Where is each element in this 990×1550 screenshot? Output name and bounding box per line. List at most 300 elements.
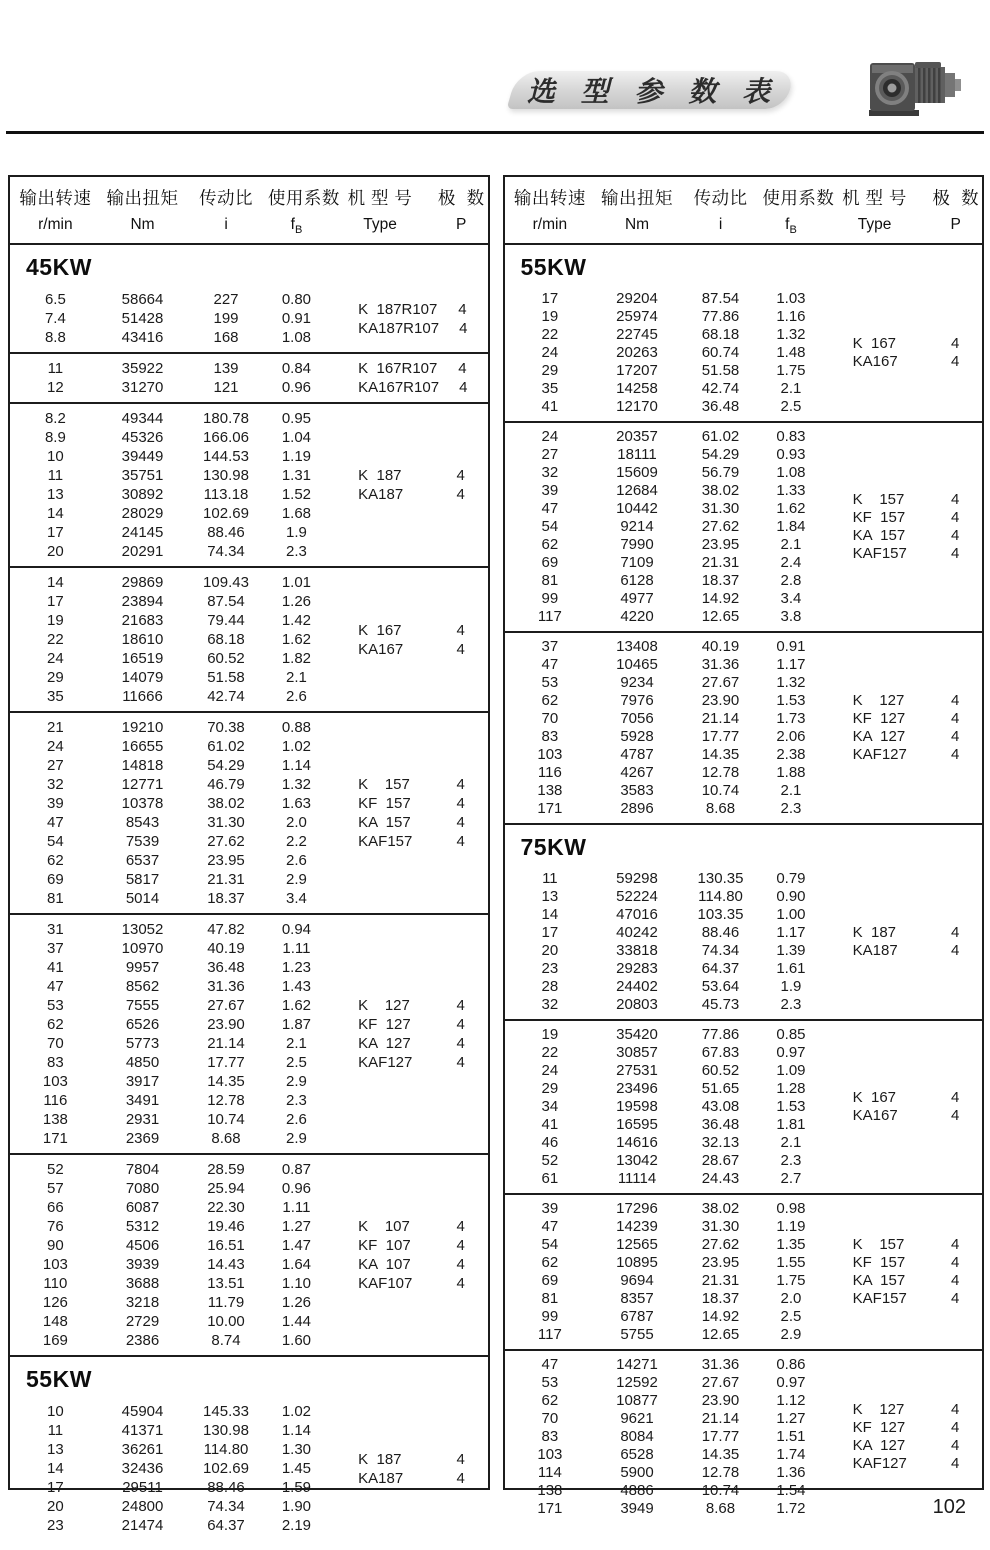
table-row [505,362,820,380]
ratio-value: 27.62 [207,833,245,851]
poles-value: 4 [951,509,960,527]
torque-value: 2896 [620,800,654,818]
speed-value: 11 [542,870,558,888]
torque-value: 9214 [620,518,654,536]
service-factor-value: 1.59 [281,1479,312,1497]
column-header [10,177,488,245]
torque-value: 9694 [620,1272,654,1290]
table-row [505,572,820,590]
service-factor-value: 2.8 [780,572,802,590]
torque-value: 14239 [616,1218,658,1236]
service-factor-value: 1.63 [281,795,312,813]
speed-value: 66 [47,1199,64,1217]
torque-value: 5928 [620,728,654,746]
header-unit: Type [857,216,892,233]
table-row [10,1236,325,1255]
speed-value: 62 [541,536,559,554]
speed-value: 32 [541,464,559,482]
ratio-value: 103.35 [697,906,744,924]
ratio-value: 18.37 [701,1290,740,1308]
service-factor-value: 1.9 [780,978,802,996]
model-type-row [820,1272,982,1290]
ratio-block [10,915,488,1155]
torque-value: 6526 [125,1016,160,1034]
model-type: KA187R107 [358,319,440,337]
poles-value: 4 [951,942,960,960]
service-factor-value: 1.44 [281,1313,312,1331]
ratio-value: 64.37 [207,1517,245,1535]
table-row [505,290,820,308]
torque-value: 35922 [121,360,164,378]
table-row [505,782,820,800]
poles-value: 4 [456,1450,465,1468]
speed-value: 35 [47,688,64,706]
service-factor-value: 1.48 [776,344,806,362]
ratio-value: 27.62 [701,518,740,536]
page-title: 选 型 参 数 表 [526,76,780,107]
model-type-row [325,1034,487,1053]
ratio-value: 42.74 [701,380,740,398]
torque-value: 58664 [121,291,164,309]
table-row [10,485,325,504]
model-type-row [820,527,982,545]
header-unit: $f_B$ [290,216,303,237]
speed-value: 39 [541,1200,559,1218]
table-row [505,464,820,482]
table-row [505,1356,820,1374]
ratio-value: 8.68 [211,1130,241,1148]
torque-value: 11666 [122,688,163,706]
torque-value: 35751 [121,467,164,485]
service-factor-value: 1.31 [281,467,312,485]
ratio-value: 74.34 [207,543,245,561]
poles-value: 4 [456,1237,465,1255]
model-type-row [325,378,487,397]
service-factor-value: 2.5 [285,1054,307,1072]
speed-value: 81 [47,890,64,908]
torque-value: 8357 [620,1290,654,1308]
speed-value: 103 [537,746,563,764]
ratio-value: 23.90 [207,1016,245,1034]
service-factor-value: 1.43 [281,978,312,996]
table-row [505,1374,820,1392]
table-row [10,1274,325,1293]
table-row [505,482,820,500]
model-type-row [820,1107,982,1125]
table-row [10,1053,325,1072]
header-label-cn: 极 数 [437,188,485,208]
table-row [10,939,325,958]
gearmotor-icon [868,50,963,122]
table-row [505,1410,820,1428]
model-type-row [820,1089,982,1107]
ratio-value: 12.65 [701,1326,740,1344]
service-factor-value: 2.9 [285,1073,307,1091]
model-type: KAF107 [358,1275,413,1293]
speed-value: 39 [541,482,559,500]
ratio-value: 17.77 [701,728,740,746]
ratio-value: 28.67 [701,1152,740,1170]
speed-value: 13 [47,486,64,504]
torque-value: 45326 [121,429,164,447]
block-rows [505,1356,820,1518]
model-type: K 127 [852,1401,905,1419]
table-row [505,746,820,764]
ratio-value: 145.33 [203,1403,249,1421]
table-row [505,692,820,710]
ratio-block [505,1195,983,1351]
table-row [505,1080,820,1098]
header-unit-subscript: B [294,224,303,237]
service-factor-value: 1.30 [281,1441,312,1459]
table-row [10,889,325,908]
torque-value: 2369 [125,1130,160,1148]
table-row [10,1459,325,1478]
poles-value: 4 [951,692,960,710]
ratio-block [10,285,488,354]
torque-value: 6787 [620,1308,654,1326]
torque-value: 23894 [121,593,164,611]
service-factor-value: 2.0 [780,1290,802,1308]
speed-value: 14 [47,574,64,592]
table-row [505,906,820,924]
ratio-value: 36.48 [207,959,245,977]
header-divider [6,131,984,134]
poles-value: 4 [456,467,465,485]
ratio-value: 11.79 [207,1294,245,1312]
ratio-block [505,633,983,825]
torque-value: 5014 [125,890,160,908]
torque-value: 9234 [620,674,654,692]
table-row [10,1110,325,1129]
ratio-value: 53.64 [701,978,740,996]
model-type-row [325,621,487,640]
poles-value: 4 [951,1236,960,1254]
model-type: KA 107 [358,1256,411,1274]
speed-value: 53 [541,674,559,692]
ratio-value: 60.52 [701,1062,740,1080]
torque-value: 19598 [616,1098,658,1116]
model-type: K 167 [358,621,402,639]
model-type-row [325,1450,487,1469]
ratio-value: 102.69 [203,505,249,523]
speed-value: 14 [47,505,64,523]
table-row [10,1312,325,1331]
speed-value: 22 [47,631,64,649]
service-factor-value: 1.61 [776,960,806,978]
speed-value: 103 [42,1073,68,1091]
speed-value: 138 [42,1111,68,1129]
torque-value: 28029 [121,505,164,523]
torque-value: 12170 [616,398,658,416]
service-factor-value: 1.27 [281,1218,312,1236]
model-type: KF 127 [852,1419,906,1437]
torque-value: 23496 [616,1080,658,1098]
speed-value: 117 [537,1326,562,1344]
model-type: KA187 [358,486,404,504]
table-row [10,977,325,996]
speed-value: 27 [541,446,559,464]
ratio-value: 47.82 [207,921,245,939]
speed-value: 148 [42,1313,68,1331]
torque-value: 5900 [620,1464,654,1482]
service-factor-value: 1.28 [776,1080,806,1098]
table-row [10,611,325,630]
model-type-row [325,1217,487,1236]
speed-value: 41 [541,1116,559,1134]
table-row [505,590,820,608]
table-row [505,518,820,536]
speed-value: 62 [47,852,64,870]
model-type-row [325,359,487,378]
torque-value: 17296 [616,1200,658,1218]
service-factor-value: 0.90 [776,888,806,906]
service-factor-value: 3.4 [285,890,307,908]
torque-value: 6537 [125,852,160,870]
torque-value: 27531 [616,1062,658,1080]
header-unit: i [224,216,228,233]
table-row [10,328,325,347]
speed-value: 14 [541,906,559,924]
model-type-row [325,1053,487,1072]
ratio-value: 21.31 [207,871,245,889]
model-type-row [820,353,982,371]
torque-value: 15609 [616,464,658,482]
block-rows [505,290,820,416]
service-factor-value: 1.26 [281,1294,312,1312]
ratio-value: 43.08 [701,1098,740,1116]
service-factor-value: 1.16 [776,308,806,326]
block-rows [10,290,325,347]
torque-value: 4506 [125,1237,160,1255]
model-type: K 127 [852,692,905,710]
speed-value: 29 [47,669,64,687]
ratio-value: 168 [213,329,239,347]
service-factor-value: 2.1 [780,380,802,398]
table-row [505,978,820,996]
service-factor-value: 2.5 [780,398,802,416]
model-type: KA167 [358,640,404,658]
service-factor-value: 1.27 [776,1410,806,1428]
service-factor-value: 1.47 [281,1237,312,1255]
torque-value: 12771 [121,776,164,794]
header-label-cn: 机 型 号 [347,188,413,208]
ratio-value: 109.43 [203,574,249,592]
table-row [10,775,325,794]
header-unit-subscript: B [789,224,797,237]
service-factor-value: 1.62 [281,997,312,1015]
service-factor-value: 1.32 [281,776,312,794]
selection-tables [8,175,984,1535]
model-type-row [325,1469,487,1488]
torque-value: 2729 [125,1313,160,1331]
service-factor-value: 1.32 [776,674,806,692]
poles-value: 4 [951,1419,960,1437]
speed-value: 37 [541,638,559,656]
torque-value: 12565 [616,1236,658,1254]
torque-value: 29869 [121,574,164,592]
model-type: KF 127 [358,1016,411,1034]
table-row [10,504,325,523]
ratio-value: 40.19 [701,638,740,656]
ratio-value: 51.58 [701,362,740,380]
torque-value: 29204 [616,290,658,308]
ratio-value: 79.44 [207,612,245,630]
poles-value: 4 [458,360,467,378]
speed-value: 14 [47,1460,64,1478]
speed-value: 29 [541,362,559,380]
header-unit: Type [363,216,397,233]
block-types [325,996,487,1072]
service-factor-value: 1.82 [281,650,312,668]
speed-value: 52 [541,1152,559,1170]
speed-value: 117 [537,608,562,626]
torque-value: 35420 [616,1026,658,1044]
ratio-block [10,1397,488,1540]
model-type: K 167 [852,1089,897,1107]
ratio-value: 8.68 [705,1500,736,1518]
service-factor-value: 1.14 [281,757,312,775]
torque-value: 16519 [121,650,164,668]
speed-value: 10 [47,448,64,466]
model-type-row [820,1254,982,1272]
speed-value: 47 [47,814,64,832]
block-types [325,466,487,504]
ratio-value: 38.02 [207,795,245,813]
speed-value: 13 [541,888,559,906]
table-row [10,309,325,328]
ratio-block [10,404,488,568]
section-title-45kw: 45KW [26,254,92,281]
torque-value: 7804 [125,1161,160,1179]
torque-value: 14258 [616,380,658,398]
torque-value: 20291 [121,543,164,561]
block-types [820,1401,982,1473]
table-row [10,920,325,939]
ratio-value: 17.77 [207,1054,245,1072]
ratio-value: 27.67 [701,1374,740,1392]
block-types [820,924,982,960]
service-factor-value: 1.00 [776,906,806,924]
header-unit: r/min [38,216,73,233]
service-factor-value: 1.03 [776,290,806,308]
poles-value: 4 [951,1272,960,1290]
table-row [505,674,820,692]
torque-value: 3949 [620,1500,654,1518]
ratio-value: 27.62 [701,1236,740,1254]
service-factor-value: 1.72 [776,1500,806,1518]
service-factor-value: 0.93 [776,446,806,464]
poles-value: 4 [456,795,465,813]
service-factor-value: 1.35 [776,1236,806,1254]
poles-value: 4 [951,728,960,746]
table-row [505,1326,820,1344]
torque-value: 13042 [616,1152,658,1170]
torque-value: 4220 [620,608,654,626]
model-type-row [820,924,982,942]
service-factor-value: 2.9 [780,1326,802,1344]
torque-value: 24402 [616,978,658,996]
table-row [505,1152,820,1170]
torque-value: 5312 [125,1218,160,1236]
table-row [505,924,820,942]
header-label-cn: 机 型 号 [842,188,907,208]
torque-value: 4977 [620,590,654,608]
service-factor-value: 2.9 [285,1130,307,1148]
service-factor-value: 2.1 [780,782,802,800]
speed-value: 169 [42,1332,68,1350]
table-row [10,1015,325,1034]
ratio-value: 12.78 [701,1464,740,1482]
torque-value: 51428 [121,310,164,328]
model-type-row [820,692,982,710]
service-factor-value: 2.1 [285,1035,307,1053]
service-factor-value: 1.10 [281,1275,312,1293]
poles-value: 4 [456,1054,465,1072]
service-factor-value: 2.9 [285,871,307,889]
torque-value: 59298 [616,870,658,888]
ratio-value: 68.18 [207,631,245,649]
poles-value: 4 [459,379,468,397]
ratio-value: 139 [213,360,239,378]
speed-value: 138 [537,1482,563,1500]
torque-value: 24800 [121,1498,164,1516]
service-factor-value: 2.1 [780,536,802,554]
table-row [10,1091,325,1110]
ratio-value: 87.54 [701,290,740,308]
service-factor-value: 1.14 [281,1422,312,1440]
model-type: KAF157 [358,833,413,851]
poles-value: 4 [951,1290,960,1308]
torque-value: 13408 [616,638,658,656]
speed-value: 47 [541,1218,559,1236]
table-row [10,649,325,668]
model-type: K 167R107 [358,360,438,378]
service-factor-value: 2.3 [285,1092,307,1110]
speed-value: 70 [541,1410,559,1428]
ratio-value: 88.46 [207,524,245,542]
ratio-value: 74.34 [701,942,740,960]
torque-value: 10378 [121,795,164,813]
table-row [10,668,325,687]
poles-value: 4 [456,1256,465,1274]
service-factor-value: 1.90 [281,1498,312,1516]
model-type-row [820,335,982,353]
ratio-value: 77.86 [701,1026,740,1044]
torque-value: 40242 [616,924,658,942]
speed-value: 83 [47,1054,64,1072]
poles-value: 4 [951,710,960,728]
ratio-value: 19.46 [207,1218,245,1236]
speed-value: 23 [541,960,559,978]
poles-value: 4 [456,621,465,639]
ratio-value: 14.35 [701,1446,740,1464]
speed-value: 171 [537,1500,563,1518]
torque-value: 31270 [121,379,164,397]
speed-value: 17 [541,924,559,942]
speed-value: 76 [47,1218,64,1236]
service-factor-value: 1.45 [281,1460,312,1478]
block-rows [505,1200,820,1344]
torque-value: 3583 [620,782,654,800]
speed-value: 20 [541,942,559,960]
service-factor-value: 1.23 [281,959,312,977]
torque-value: 7056 [620,710,654,728]
torque-value: 4850 [125,1054,160,1072]
poles-value: 4 [459,319,468,337]
table-row [10,1402,325,1421]
ratio-value: 27.67 [207,997,245,1015]
